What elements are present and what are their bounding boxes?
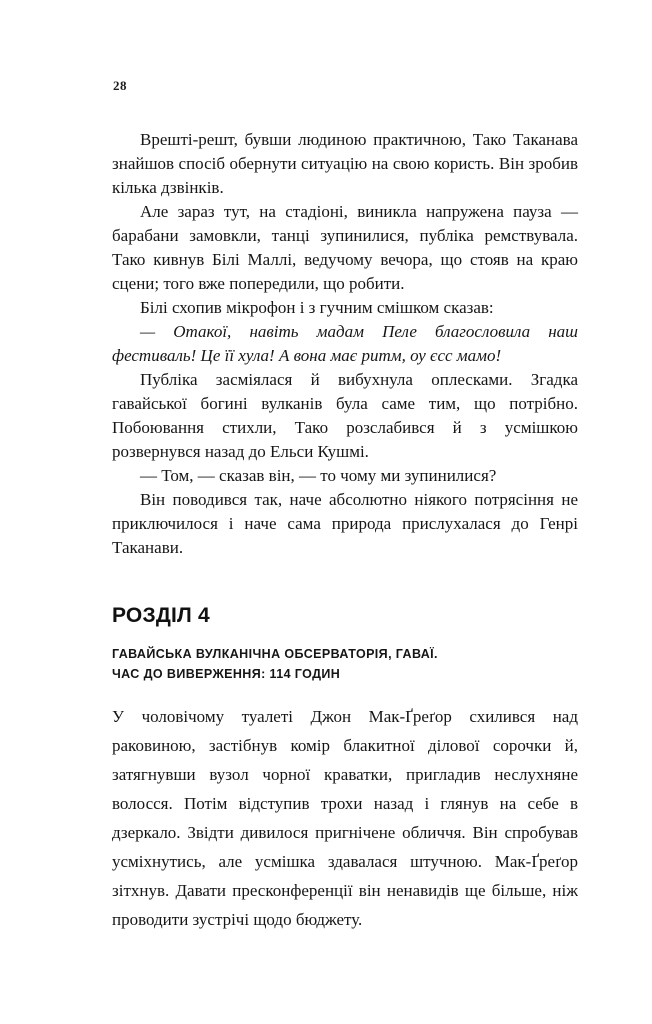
- chapter-subtitle: [112, 644, 578, 684]
- chapter-body: [112, 702, 578, 934]
- page-number: 28: [113, 78, 127, 93]
- paragraph: У чоловічому туалеті Джон Мак-Ґреґор схилився над раковиною, застібнув комір блакитної ділової сорочки й, затягнувши вузол чорної краватки, пригладив неслухняне волосся. Потім відступив трохи назад і глянув на себе в дзеркало. Звідти дивилося пригнічене обличчя. Він спробував усміхнутись, але усмішка здавалася штучною. Мак-Ґреґор зітхнув. Давати пресконференції він ненавидів ще більше, ніж проводити зустрічі щодо бюджету.: [112, 707, 578, 929]
- paragraph: Він поводився так, наче абсолютно ніякого потрясіння не приключилося і наче сама природа прислухалася до Генрі Таканави.: [112, 490, 578, 557]
- paragraph: Публіка засміялася й вибухнула оплесками. Згадка гавайської богині вулканів була саме тим, що потрібно. Побоювання стихли, Тако розслабився й з усмішкою розвернувся назад до Ельси Кушмі.: [112, 370, 578, 461]
- paragraph: Білі схопив мікрофон і з гучним смішком сказав:: [140, 298, 494, 317]
- paragraph-dialogue: — Том, — сказав він, — то чому ми зупинилися?: [140, 466, 497, 485]
- chapter-countdown: ЧАС ДО ВИВЕРЖЕННЯ: 114 ГОДИН: [112, 667, 341, 681]
- chapter-location: ГАВАЙСЬКА ВУЛКАНІЧНА ОБСЕРВАТОРІЯ, ГАВАЇ.: [112, 647, 438, 661]
- paragraph: Але зараз тут, на стадіоні, виникла напружена пауза — барабани замовкли, танці зупинилися, публіка ремствувала. Тако кивнув Білі Маллі, ведучому вечора, що стояв на краю сцени; того вже попередили, що робити.: [112, 202, 578, 293]
- text-column: [112, 128, 578, 934]
- chapter-heading: РОЗДІЛ 4: [112, 604, 210, 627]
- paragraph: Врешті-решт, бувши людиною практичною, Тако Таканава знайшов спосіб обернути ситуацію на свою користь. Він зробив кілька дзвінків.: [112, 130, 578, 197]
- paragraph-dialogue-italic: — Отакої, навіть мадам Пеле благословила наш фестиваль! Це її хула! А вона має ритм, оу єсс мамо!: [112, 322, 578, 365]
